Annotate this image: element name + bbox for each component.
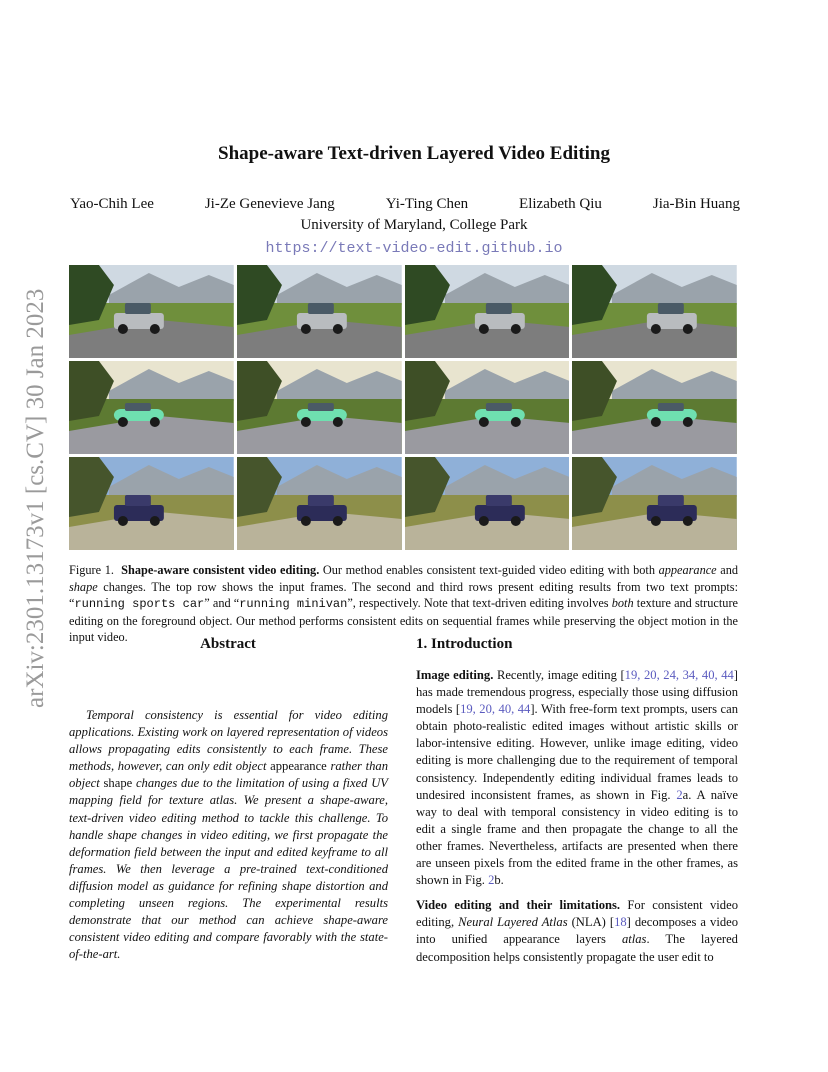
intro-heading: 1. Introduction [416, 636, 513, 652]
prompt-2: running minivan [239, 597, 348, 611]
author-4: Elizabeth Qiu [519, 196, 602, 212]
figure-frame [237, 361, 402, 454]
intro-body [416, 667, 738, 974]
prompt-1: running sports car [74, 597, 205, 611]
author-list [70, 196, 740, 213]
figure-ref-link[interactable]: 2 [488, 873, 495, 888]
citation-link[interactable]: 19, 20, 24, 34, 40, 44 [624, 668, 734, 682]
intro-paragraph-1: Image editing. Recently, image editing [19, 20, 24, 34, 40, 44] has made tremendous progress, especially those using diffusion models [19, 20, 40, 44]. With free-form text prompts, users can obtain photo-realistic edited images without artistic skills or labor-intensive editing. However, unlike image editing, video editing is more challenging due to the requirement of temporal consistency. Independently editing individual frames leads to undesired inconsistent frames, as shown in Fig. 2a. A naïve way to deal with temporal consistency in video editing is to edit a single frame and then propagate the change to all the other frames. Nevertheless, artifacts are presented when there are unseen pixels from the edited frame in the other frames, as shown in Fig. 2b. [416, 668, 738, 888]
author-2: Ji-Ze Genevieve Jang [204, 196, 335, 212]
figure-ref-link[interactable]: 2 [676, 787, 683, 802]
citation-link[interactable]: 19, 20, 40, 44 [460, 702, 531, 717]
author-3: Yi-Ting Chen [385, 196, 469, 212]
figure-frame [405, 265, 570, 358]
affiliation: University of Maryland, College Park [300, 217, 528, 233]
abstract-body: Temporal consistency is essential for video editing applications. Existing work on layered representation of videos allows propagating edits consistently to each frame. These methods, however, can only edit object appearance rather than object shape changes due to the limitation of using a fixed UV mapping field for texture atlas. We present a shape-aware, text-driven video editing method to tackle this challenge. To handle shape changes in video editing, we first propagate the deformation field between the input and edited keyframe to all frames. We then leverage a pre-trained text-conditioned diffusion model as guidance for refining shape distortion and completing unseen regions. The experimental results demonstrate that our method can achieve shape-aware consistent video editing and compare favorably with the state-of-the-art. [69, 708, 388, 962]
paper-title: Shape-aware Text-driven Layered Video Editing [218, 143, 610, 164]
figure-frame [237, 265, 402, 358]
arxiv-stamp [13, 288, 53, 708]
figure-frame [69, 361, 234, 454]
project-url-link[interactable]: https://text-video-edit.github.io [265, 240, 563, 257]
author-5: Jia-Bin Huang [652, 196, 740, 212]
author-1: Yao-Chih Lee [70, 196, 154, 212]
figure-frame [69, 457, 234, 550]
figure-frame [572, 265, 737, 358]
figure-frame [405, 457, 570, 550]
figure-frame [572, 361, 737, 454]
arxiv-stamp-text: arXiv:2301.13173v1 [cs.CV] 30 Jan 2023 [22, 288, 49, 708]
figure-frame [69, 265, 234, 358]
abstract-heading: Abstract [200, 636, 256, 652]
figure-frame [405, 361, 570, 454]
figure-caption: Figure 1. Shape-aware consistent video editing. Our method enables consistent text-guided video editing with both appearance and shape changes. The top row shows the input frames. The second and third rows present editing results from two text prompts: “running sports car” and “running minivan”, respectively. Note that text-driven editing involves both texture and structure editing on the foreground object. Our method performs consistent edits on sequential frames while preserving the object motion in the input video. [69, 563, 738, 644]
caption-bold: Shape-aware consistent video editing. [121, 563, 320, 577]
figure-grid [69, 265, 737, 550]
figure-frame [572, 457, 737, 550]
intro-paragraph-2: Video editing and their limitations. For consistent video editing, Neural Layered Atlas (NLA) [18] decomposes a video into unified appearance layers atlas. The layered decomposition helps consistently propagate the user edit to [416, 898, 739, 964]
citation-link[interactable]: 18 [614, 915, 627, 930]
figure-frame [237, 457, 402, 550]
